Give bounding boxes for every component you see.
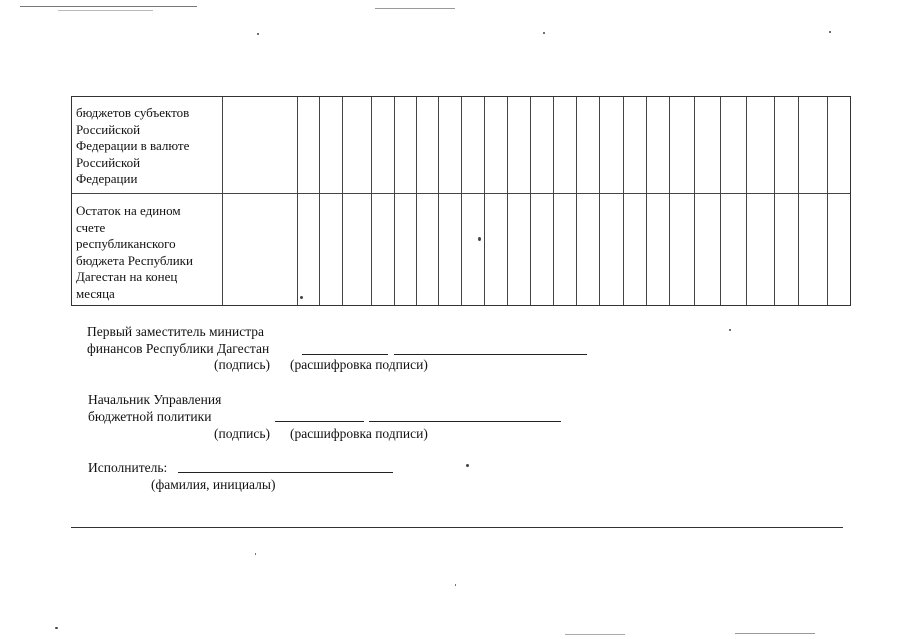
column-divider <box>720 97 721 305</box>
column-divider <box>222 97 223 305</box>
column-divider <box>746 97 747 305</box>
column-divider <box>297 97 298 305</box>
column-divider <box>319 97 320 305</box>
column-divider <box>694 97 695 305</box>
signature-decode-line <box>369 421 561 422</box>
column-divider <box>576 97 577 305</box>
bottom-divider <box>71 527 843 528</box>
column-divider <box>646 97 647 305</box>
speck <box>466 464 469 467</box>
first-deputy-title-line1: Первый заместитель министра <box>87 324 265 339</box>
column-divider <box>484 97 485 305</box>
column-divider <box>623 97 624 305</box>
signature-decode-line <box>394 354 587 355</box>
column-divider <box>827 97 828 305</box>
executor-caption: (фамилия, инициалы) <box>151 477 276 492</box>
signature-line <box>275 421 364 422</box>
speck <box>543 32 545 34</box>
column-divider <box>342 97 343 305</box>
column-divider <box>371 97 372 305</box>
column-divider <box>438 97 439 305</box>
signature-decode-caption: (расшифровка подписи) <box>290 426 428 441</box>
column-divider <box>507 97 508 305</box>
speck <box>300 296 303 299</box>
head-of-department-title-line1: Начальник Управления <box>88 392 222 407</box>
column-divider <box>599 97 600 305</box>
row-label-budget-subjects: бюджетов субъектов Российской Федерации в валюте Российской Федерации <box>76 105 190 187</box>
column-divider <box>394 97 395 305</box>
report-table <box>71 96 851 306</box>
scan-line-bottom <box>565 634 625 635</box>
executor-line <box>178 472 393 473</box>
speck <box>55 627 58 629</box>
scan-line-bottom-2 <box>735 633 815 634</box>
speck <box>257 33 259 35</box>
first-deputy-title-line2: финансов Республики Дагестан <box>87 341 270 356</box>
executor-label: Исполнитель: <box>88 460 168 475</box>
scan-line-top-mid <box>375 8 455 9</box>
signature-caption: (подпись) <box>214 426 271 441</box>
scan-line-top-left-2 <box>58 10 153 11</box>
column-divider <box>669 97 670 305</box>
speck <box>255 553 256 555</box>
column-divider <box>416 97 417 305</box>
column-divider <box>461 97 462 305</box>
signature-line <box>302 354 388 355</box>
signature-decode-caption: (расшифровка подписи) <box>290 357 428 372</box>
signature-caption: (подпись) <box>214 357 271 372</box>
speck <box>829 31 831 33</box>
speck <box>478 237 481 241</box>
scan-line-top-left <box>20 6 197 7</box>
column-divider <box>774 97 775 305</box>
speck <box>455 584 456 586</box>
row-label-balance-end-month: Остаток на едином счете республиканского бюджета Республики Дагестан на конец месяца <box>76 203 193 301</box>
column-divider <box>798 97 799 305</box>
head-of-department-title-line2: бюджетной политики <box>88 409 212 424</box>
column-divider <box>530 97 531 305</box>
column-divider <box>553 97 554 305</box>
speck <box>729 329 731 331</box>
